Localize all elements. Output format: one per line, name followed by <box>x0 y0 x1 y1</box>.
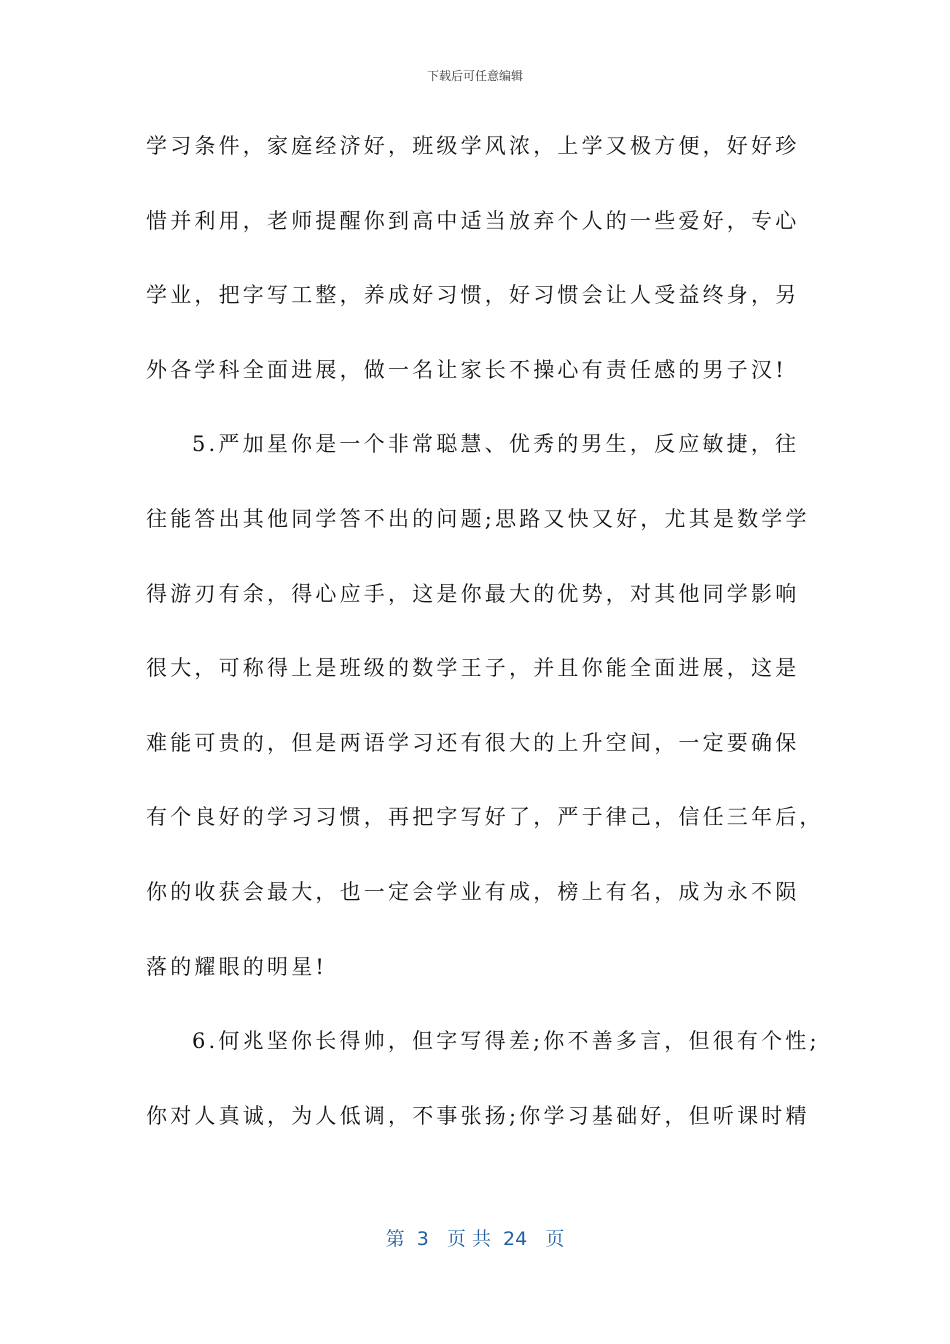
text-line: 学习条件，家庭经济好，班级学风浓，上学又极方便，好好珍 <box>146 134 800 158</box>
document-body <box>146 122 824 1166</box>
text-line: 落的耀眼的明星! <box>146 954 328 979</box>
text-line: 外各学科全面进展，做一名让家长不操心有责任感的男子汉! <box>146 357 787 382</box>
page-header: 下载后可任意编辑 <box>426 69 523 83</box>
text-line: 往能答出其他同学答不出的问题;思路又快又好，尤其是数学学 <box>146 506 810 531</box>
page-number-footer: 第 3 页 共 24 页 <box>385 1228 565 1250</box>
paragraph-start-line: 5.严加星你是一个非常聪慧、优秀的男生，反应敏捷，往 <box>192 432 800 457</box>
text-line: 你对人真诚，为人低调，不事张扬;你学习基础好，但听课时精 <box>146 1103 810 1128</box>
text-line: 惜并利用，老师提醒你到高中适当放弃个人的一些爱好，专心 <box>146 208 800 233</box>
text-line: 难能可贵的，但是两语学习还有很大的上升空间，一定要确保 <box>146 730 800 755</box>
text-line: 学业，把字写工整，养成好习惯，好习惯会让人受益终身，另 <box>146 283 800 308</box>
paragraph-start-line: 6.何兆坚你长得帅，但字写得差;你不善多言，但很有个性; <box>192 1029 820 1054</box>
text-line: 得游刃有余，得心应手，这是你最大的优势，对其他同学影响 <box>146 581 800 606</box>
text-line: 很大，可称得上是班级的数学王子，并且你能全面进展，这是 <box>146 656 800 681</box>
text-line: 有个良好的学习习惯，再把字写好了，严于律己，信任三年后， <box>146 805 824 830</box>
text-line: 你的收获会最大，也一定会学业有成，榜上有名，成为永不陨 <box>146 879 800 904</box>
